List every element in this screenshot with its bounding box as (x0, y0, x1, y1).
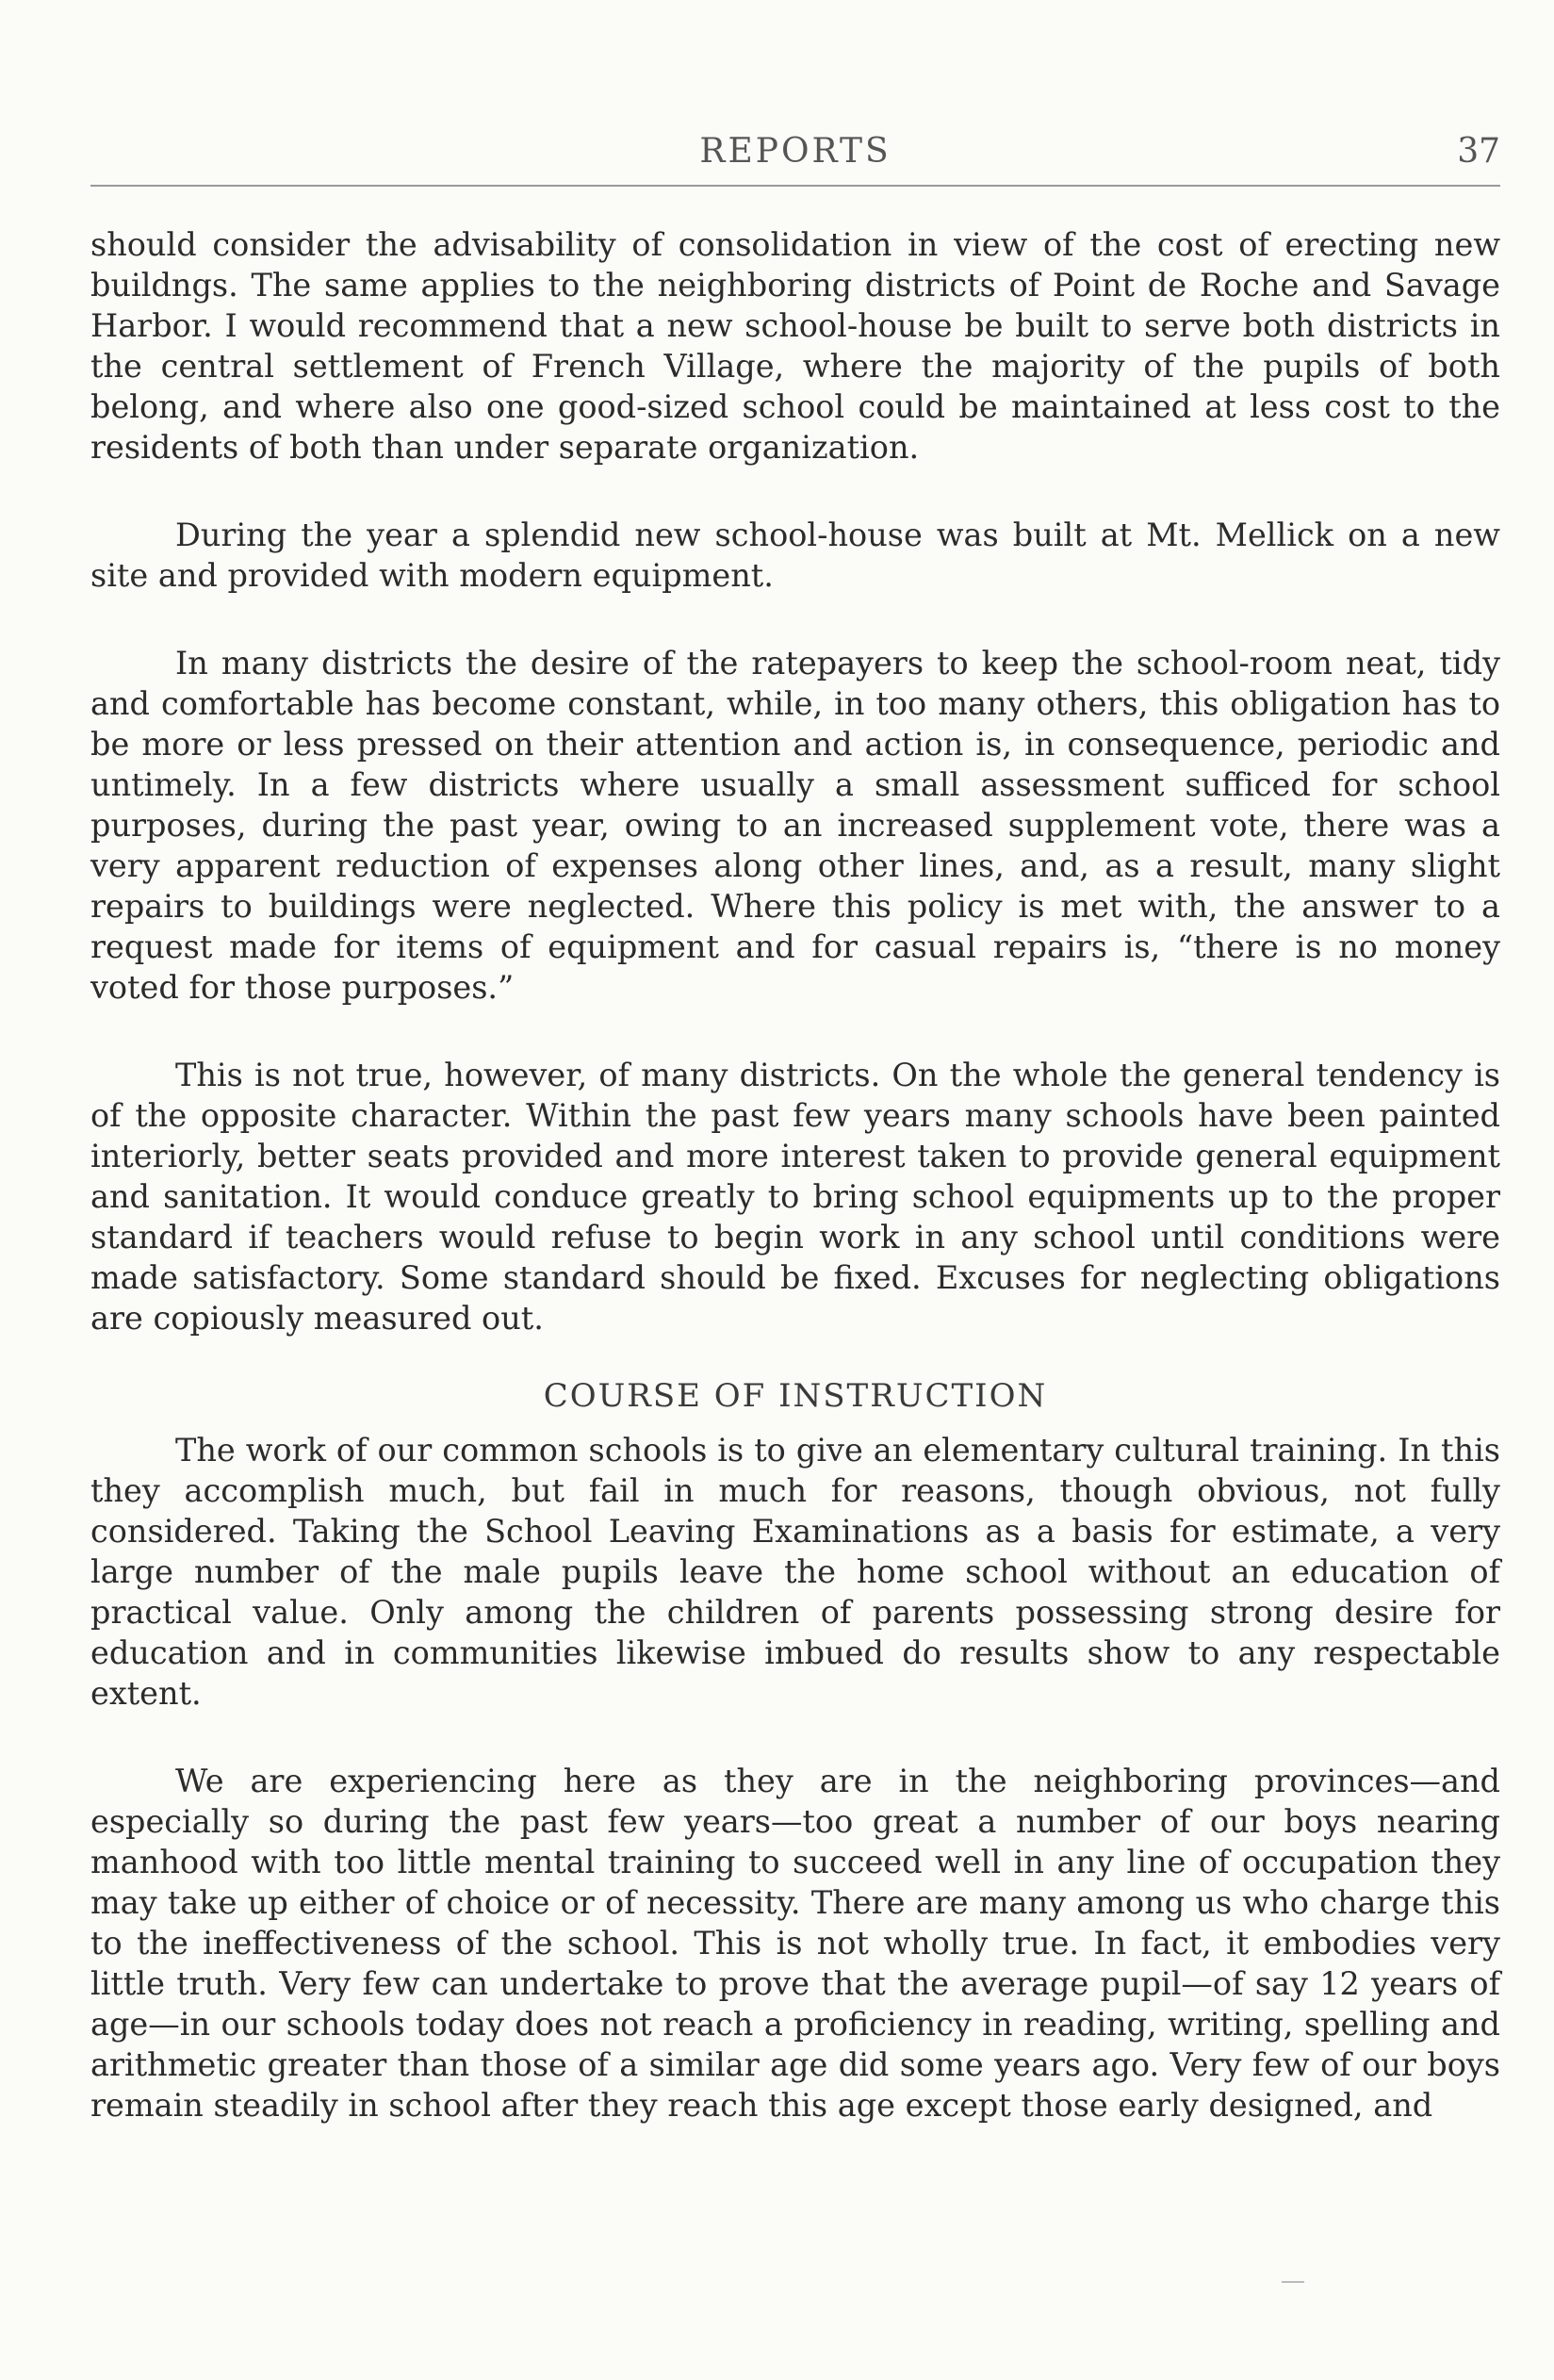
paragraph: In many districts the desire of the ratepayers to keep the school-room neat, tidy and comfortable has become constant, while, in too many others, this obligation has to be more or less pressed on their attention and action is, in consequence, periodic and untimely. In a few districts where usually a small assessment sufficed for school purposes, during the past year, owing to an increased supplement vote, there was a very apparent reduction of expenses along other lines, and, as a result, many slight repairs to buildings were neglected. Where this policy is met with, the answer to a request made for items of equipment and for casual repairs is, “there is no money voted for those purposes.” (90, 645, 1500, 1006)
running-title: REPORTS (699, 132, 892, 171)
header-rule (90, 185, 1500, 187)
paragraph: During the year a splendid new school-house was built at Mt. Mellick on a new site and provided with modern equipment. (90, 517, 1500, 594)
footer-mark (1282, 2281, 1304, 2283)
body-text (90, 224, 1500, 2173)
page-header (90, 132, 1500, 177)
page-number: 37 (1457, 132, 1500, 171)
paragraph: This is not true, however, of many districts. On the whole the general tendency is of the opposite character. Within the past few years many schools have been painted interiorly, better seats provided and more interest taken to provide general equipment and sanitation. It would conduce greatly to bring school equipments up to the proper standard if teachers would refuse to begin work in any school until conditions were made satisfactory. Some standard should be fixed. Excuses for neglecting obligations are copiously measured out. (90, 1057, 1500, 1337)
paragraph: The work of our common schools is to give an elementary cultural training. In this they accomplish much, but fail in much for reasons, though obvious, not fully considered. Taking the School Leaving Examinations as a basis for estimate, a very large number of the male pupils leave the home school without an education of practical value. Only among the children of parents possessing strong desire for education and in communities likewise imbued do results show to any respectable extent. (90, 1432, 1500, 1712)
section-heading: COURSE OF INSTRUCTION (543, 1377, 1048, 1415)
paragraph: We are experiencing here as they are in the neighboring provinces—and especially so during the past few years—too great a number of our boys nearing manhood with too little mental training to succeed well in any line of occupation they may take up either of choice or of necessity. There are many among us who charge this to the ineffectiveness of the school. This is not wholly true. In fact, it embodies very little truth. Very few can undertake to prove that the average pupil—of say 12 years of age—in our schools today does not reach a proficiency in reading, writing, spelling and arithmetic greater than those of a similar age did some years ago. Very few of our boys remain steadily in school after they reach this age except those early designed, and (90, 1763, 1500, 2124)
paragraph-continued: should consider the advisability of consolidation in view of the cost of erecting new buildngs. The same applies to the neighboring districts of Point de Roche and Savage Harbor. I would recommend that a new school-house be built to serve both districts in the central settlement of French Village, where the majority of the pupils of both belong, and where also one good-sized school could be maintained at less cost to the residents of both than under separate organization. (90, 226, 1500, 466)
